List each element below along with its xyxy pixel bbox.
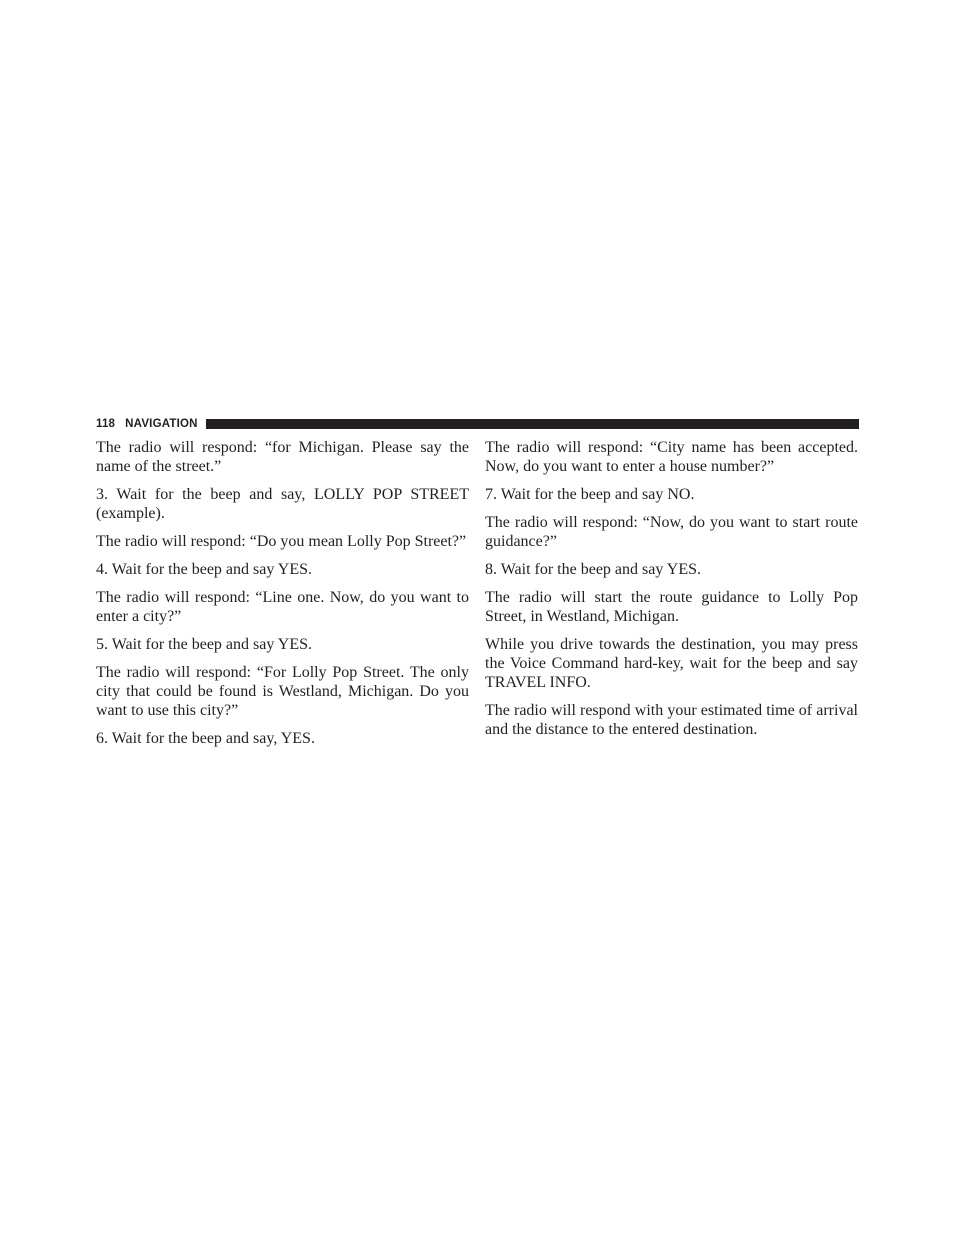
paragraph: The radio will respond: “for Michigan. Please say the name of the street.” [96,439,469,475]
step-8: 8. Wait for the beep and say YES. [485,561,701,578]
paragraph: The radio will respond: “Now, do you want to start route guidance?” [485,514,858,550]
paragraph: The radio will respond: “Do you mean Lolly Pop Street?” [96,533,467,550]
paragraph: The radio will start the route guidance to Lolly Pop Street, in Westland, Michigan. [485,589,858,625]
page-header [96,417,859,431]
left-column [96,438,469,757]
right-column [485,438,858,748]
paragraph: The radio will respond with your estimated time of arrival and the distance to the entered destination. [485,702,858,738]
header-rule [206,419,859,429]
step-4: 4. Wait for the beep and say YES. [96,561,312,578]
paragraph: The radio will respond: “Line one. Now, do you want to enter a city?” [96,589,469,625]
step-7: 7. Wait for the beep and say NO. [485,486,695,503]
section-title: NAVIGATION [125,418,198,430]
paragraph: The radio will respond: “City name has been accepted. Now, do you want to enter a house number?” [485,439,858,475]
step-5: 5. Wait for the beep and say YES. [96,636,312,653]
paragraph: The radio will respond: “For Lolly Pop Street. The only city that could be found is Westland, Michigan. Do you want to use this city?” [96,664,469,719]
step-6: 6. Wait for the beep and say, YES. [96,730,315,747]
paragraph: While you drive towards the destination, you may press the Voice Command hard-key, wait for the beep and say TRAVEL INFO. [485,636,858,691]
step-3: 3. Wait for the beep and say, LOLLY POP STREET (example). [96,486,469,522]
page-number: 118 [96,418,116,430]
